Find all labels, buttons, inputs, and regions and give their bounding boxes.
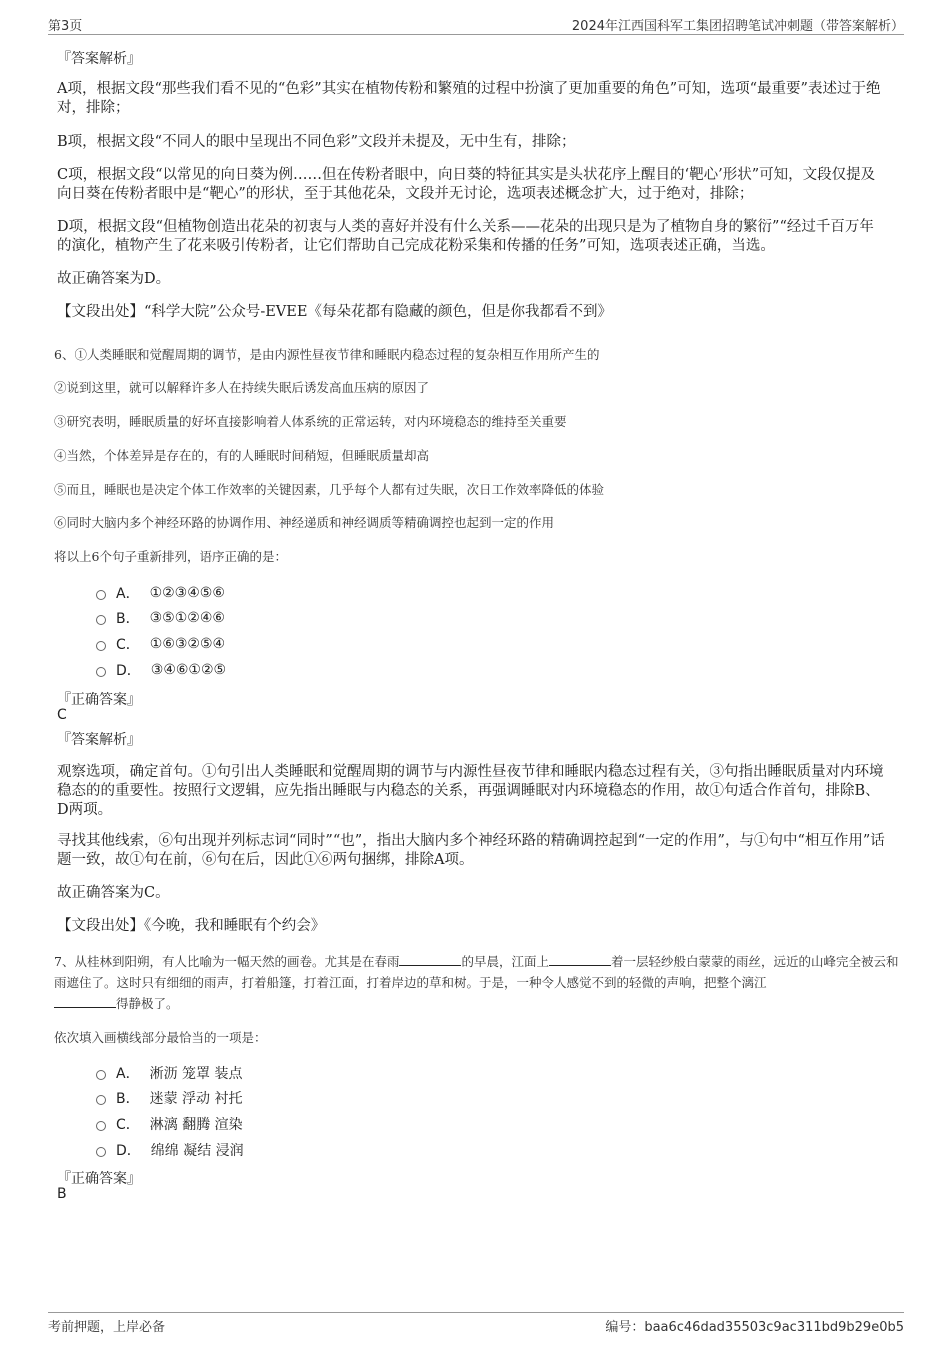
option-text: ③⑤①②④⑥ (149, 610, 225, 626)
option-letter: B． (116, 611, 140, 627)
q6-analysis-1: 观察选项，确定首句。①句引出人类睡眠和觉醒周期的调节与内源性昼夜节律和睡眠内稳态过程有关，③句指出睡眠质量对内环境稳态的的重要性。按照行文逻辑，应先指出睡眠与内稳态的关系，再强调睡眠对内环境稳态的作用，故①句适合作首句，排除B、D两项。 (57, 764, 884, 818)
q6-option-b[interactable] (96, 608, 225, 628)
q6-analysis-label: 『答案解析』 (57, 732, 141, 748)
footer-slogan: 考前押题，上岸必备 (48, 1320, 166, 1335)
q7-passage-part-4: 得静极了。 (116, 996, 179, 1011)
option-letter: B． (116, 1091, 140, 1107)
q5-analysis-b: B项，根据文段“不同人的眼中呈现出不同色彩”文段并未提及，无中生有，排除； (57, 134, 576, 150)
option-text: ③④⑥①②⑤ (150, 662, 227, 678)
q6-sentence-2: ②说到这里，就可以解释许多人在持续失眠后诱发高血压病的原因了 (54, 380, 430, 395)
q6-analysis-2: 寻找其他线索，⑥句出现并列标志词“同时”“也”，指出大脑内多个神经环路的精确调控起到“一定的作用”，与①句中“相互作用”话题一致，故①句在前，⑥句在后，因此①⑥两句捆绑，排除A项。 (57, 833, 885, 868)
q6-sentence-1: 6、①人类睡眠和觉醒周期的调节，是由内源性昼夜节律和睡眠内稳态过程的复杂相互作用所产生的 (54, 347, 600, 362)
q5-analysis-d: D项，根据文段“但植物创造出花朵的初衷与人类的喜好并没有什么关系——花朵的出现只是为了植物自身的繁衍”“经过千百万年的演化，植物产生了花来吸引传粉者，让它们帮助自己完成花粉采集和传播的任务”可知，选项表述正确，当选。 (57, 219, 874, 254)
option-text: 迷蒙 浮动 衬托 (149, 1091, 243, 1107)
option-text: 淅沥 笼罩 装点 (149, 1066, 243, 1082)
radio-icon[interactable] (96, 1070, 106, 1080)
option-letter: A． (116, 1066, 140, 1082)
q7-passage-part-1: 7、从桂林到阳朔，有人比喻为一幅天然的画卷。尤其是在春雨 (54, 954, 400, 969)
q6-sentence-5: ⑤而且，睡眠也是决定个体工作效率的关键因素，几乎每个人都有过失眠，次日工作效率降低的体验 (54, 482, 605, 497)
footer-serial: 编号：baa6c46dad35503c9ac311bd9b29e0b5 (605, 1320, 904, 1335)
q6-sentence-4: ④当然，个体差异是存在的，有的人睡眠时间稍短，但睡眠质量却高 (54, 448, 430, 463)
option-letter: A． (116, 586, 140, 602)
radio-icon[interactable] (96, 641, 106, 651)
q7-answer: B (57, 1186, 67, 1202)
option-text: ①⑥③②⑤④ (149, 636, 226, 652)
radio-icon[interactable] (96, 1095, 106, 1105)
q7-blank-3 (54, 995, 116, 1008)
q6-answer: C (57, 707, 67, 723)
q7-option-d[interactable] (96, 1140, 244, 1160)
page-number: 第3页 (48, 19, 83, 34)
radio-icon[interactable] (96, 590, 106, 600)
q6-conclusion: 故正确答案为C。 (57, 885, 170, 901)
q7-passage-part-2: 的早晨，江面上 (461, 954, 549, 969)
q7-option-b[interactable] (96, 1088, 243, 1108)
q6-answer-label: 『正确答案』 (57, 692, 141, 708)
q7-option-a[interactable] (96, 1063, 242, 1083)
q6-sentence-3: ③研究表明，睡眠质量的好坏直接影响着人体系统的正常运转，对内环境稳态的维持至关重要 (54, 414, 567, 429)
q7-blank-2 (549, 953, 611, 966)
option-letter: C． (116, 637, 140, 653)
radio-icon[interactable] (96, 1121, 106, 1131)
option-letter: D． (116, 1143, 141, 1159)
page-footer (48, 1312, 904, 1335)
q5-source: 【文段出处】“科学大院”公众号-EVEE《每朵花都有隐藏的颜色，但是你我都看不到》 (57, 304, 612, 320)
q5-conclusion: 故正确答案为D。 (57, 271, 171, 287)
option-text: ①②③④⑤⑥ (149, 585, 225, 601)
option-letter: C． (116, 1117, 140, 1133)
q6-sentence-6: ⑥同时大脑内多个神经环路的协调作用、神经递质和神经调质等精确调控也起到一定的作用 (54, 515, 555, 530)
q6-source: 【文段出处】《今晚，我和睡眠有个约会》 (57, 918, 326, 934)
q7-passage-part-3: 着一层轻纱般白蒙蒙的雨丝，远近的山峰完全被云和雨遮住了。这时只有细细的雨声，打着船篷，打着江面，打着岸边的草和树。于是，一种令人感觉不到的轻微的声响，把整个漓江 (54, 954, 899, 990)
option-text: 绵绵 凝结 浸润 (150, 1143, 244, 1159)
q7-passage (54, 951, 899, 1014)
document-title: 2024年江西国科军工集团招聘笔试冲刺题（带答案解析） (571, 19, 904, 34)
q5-analysis-label: 『答案解析』 (57, 51, 141, 67)
q6-option-c[interactable] (96, 634, 225, 654)
radio-icon[interactable] (96, 615, 106, 625)
q5-analysis-c: C项，根据文段“以常见的向日葵为例……但在传粉者眼中，向日葵的特征其实是头状花序上醒目的‘靶心’形状”可知，文段仅提及向日葵在传粉者眼中是“靶心”的形状，至于其他花朵，文段并无讨论，选项表述概念扩大，过于绝对，排除； (57, 167, 876, 202)
q7-answer-label: 『正确答案』 (57, 1171, 141, 1187)
q6-option-a[interactable] (96, 583, 225, 603)
option-text: 淋漓 翻腾 渲染 (149, 1117, 243, 1133)
q7-prompt: 依次填入画横线部分最恰当的一项是： (54, 1030, 267, 1045)
q7-blank-1 (399, 953, 461, 966)
q7-option-c[interactable] (96, 1114, 243, 1134)
q6-option-d[interactable] (96, 660, 226, 680)
option-letter: D． (116, 663, 141, 679)
page-header (48, 14, 904, 35)
radio-icon[interactable] (96, 1147, 106, 1157)
radio-icon[interactable] (96, 667, 106, 677)
q6-prompt: 将以上6个句子重新排列，语序正确的是： (54, 549, 287, 564)
q5-analysis-a: A项，根据文段“那些我们看不见的“色彩”其实在植物传粉和繁殖的过程中扮演了更加重要的角色”可知，选项“最重要”表述过于绝对，排除； (57, 81, 881, 116)
